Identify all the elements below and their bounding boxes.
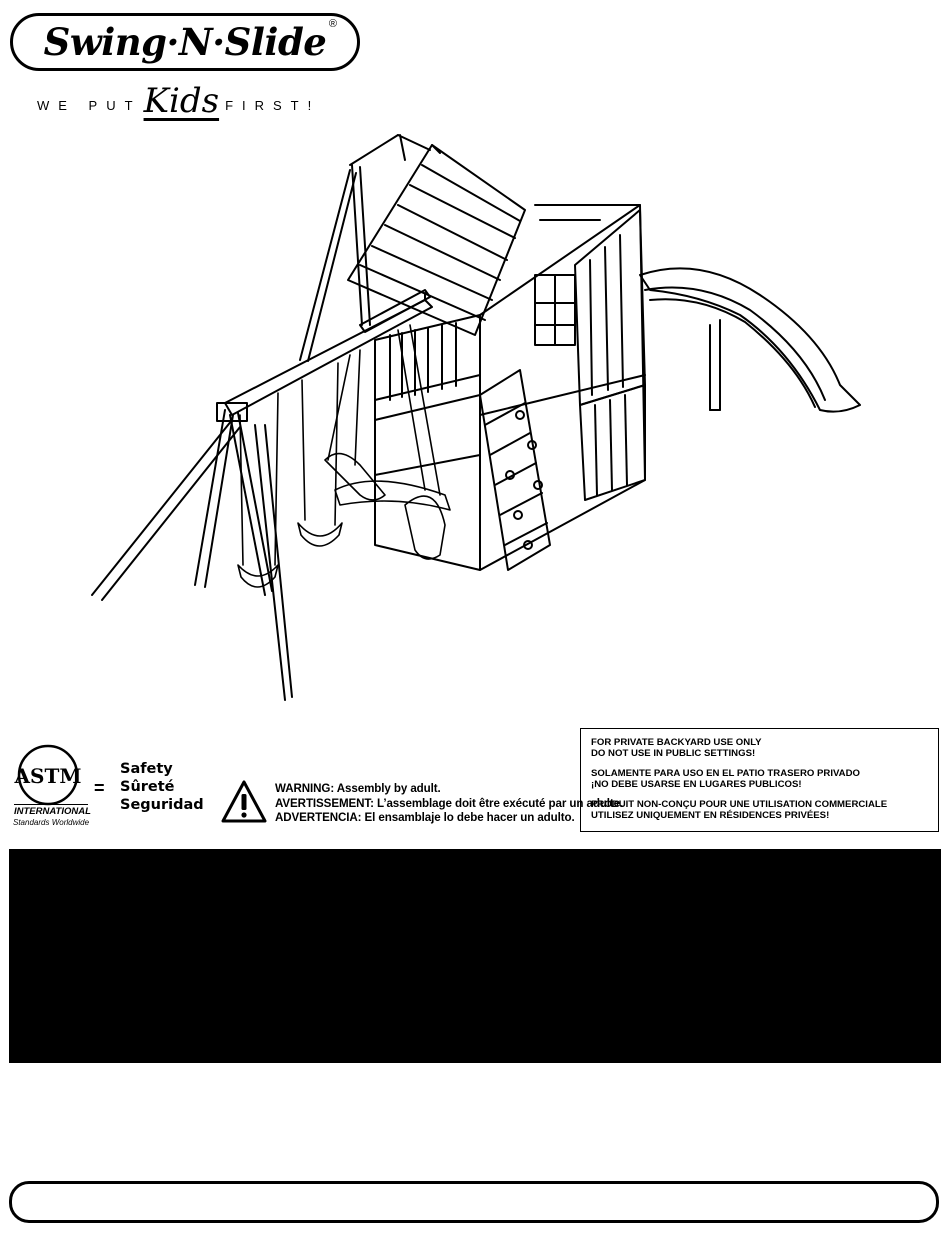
bottom-bar — [9, 1181, 939, 1223]
safety-en: Safety — [120, 761, 173, 777]
warning-es: ADVERTENCIA: El ensamblaje lo debe hacer un adulto. — [275, 811, 575, 824]
tagline-kids: Kids — [143, 81, 220, 121]
safety-es: Seguridad — [120, 797, 204, 813]
brand-name: Swing·N·Slide — [43, 20, 327, 64]
astm-letters: ASTM — [14, 764, 82, 788]
swings — [238, 325, 450, 587]
tagline — [37, 82, 357, 128]
private-use-notice — [580, 728, 939, 832]
swing-beam — [225, 290, 432, 415]
astm-standards: Standards Worldwide — [13, 818, 90, 827]
black-banner — [9, 849, 941, 1063]
fort — [375, 205, 645, 570]
swing-a-frame — [92, 403, 292, 700]
warning-triangle-icon — [220, 779, 268, 825]
slide — [640, 268, 860, 411]
private-es-2: ¡NO DEBE USARSE EN LUGARES PUBLICOS! — [591, 778, 802, 790]
warning-fr: AVERTISSEMENT: L’assemblage doit être exécuté par un adulte. — [275, 796, 624, 810]
private-fr-2: UTILISEZ UNIQUEMENT EN RÉSIDENCES PRIVÉES! — [591, 809, 830, 821]
safety-fr: Sûreté — [120, 779, 175, 795]
private-en-1: FOR PRIVATE BACKYARD USE ONLY — [591, 737, 762, 748]
warning-text — [275, 782, 623, 826]
registered-mark: ® — [328, 18, 337, 30]
tagline-right: FIRST! — [225, 97, 321, 113]
tagline-left: WE PUT — [37, 97, 142, 113]
brand-logo — [10, 13, 360, 71]
equals-sign: = — [94, 778, 105, 798]
astm-international: INTERNATIONAL — [14, 806, 91, 817]
safety-words — [120, 760, 204, 814]
private-fr-1: PRODUIT NON-CONÇU POUR UNE UTILISATION COMMERCIALE — [591, 799, 888, 810]
private-en-2: DO NOT USE IN PUBLIC SETTINGS! — [591, 747, 756, 759]
private-es-1: SOLAMENTE PARA USO EN EL PATIO TRASERO PRIVADO — [591, 768, 860, 779]
warning-en: WARNING: Assembly by adult. — [275, 782, 441, 795]
roof — [348, 145, 525, 335]
playset-illustration — [80, 125, 870, 715]
